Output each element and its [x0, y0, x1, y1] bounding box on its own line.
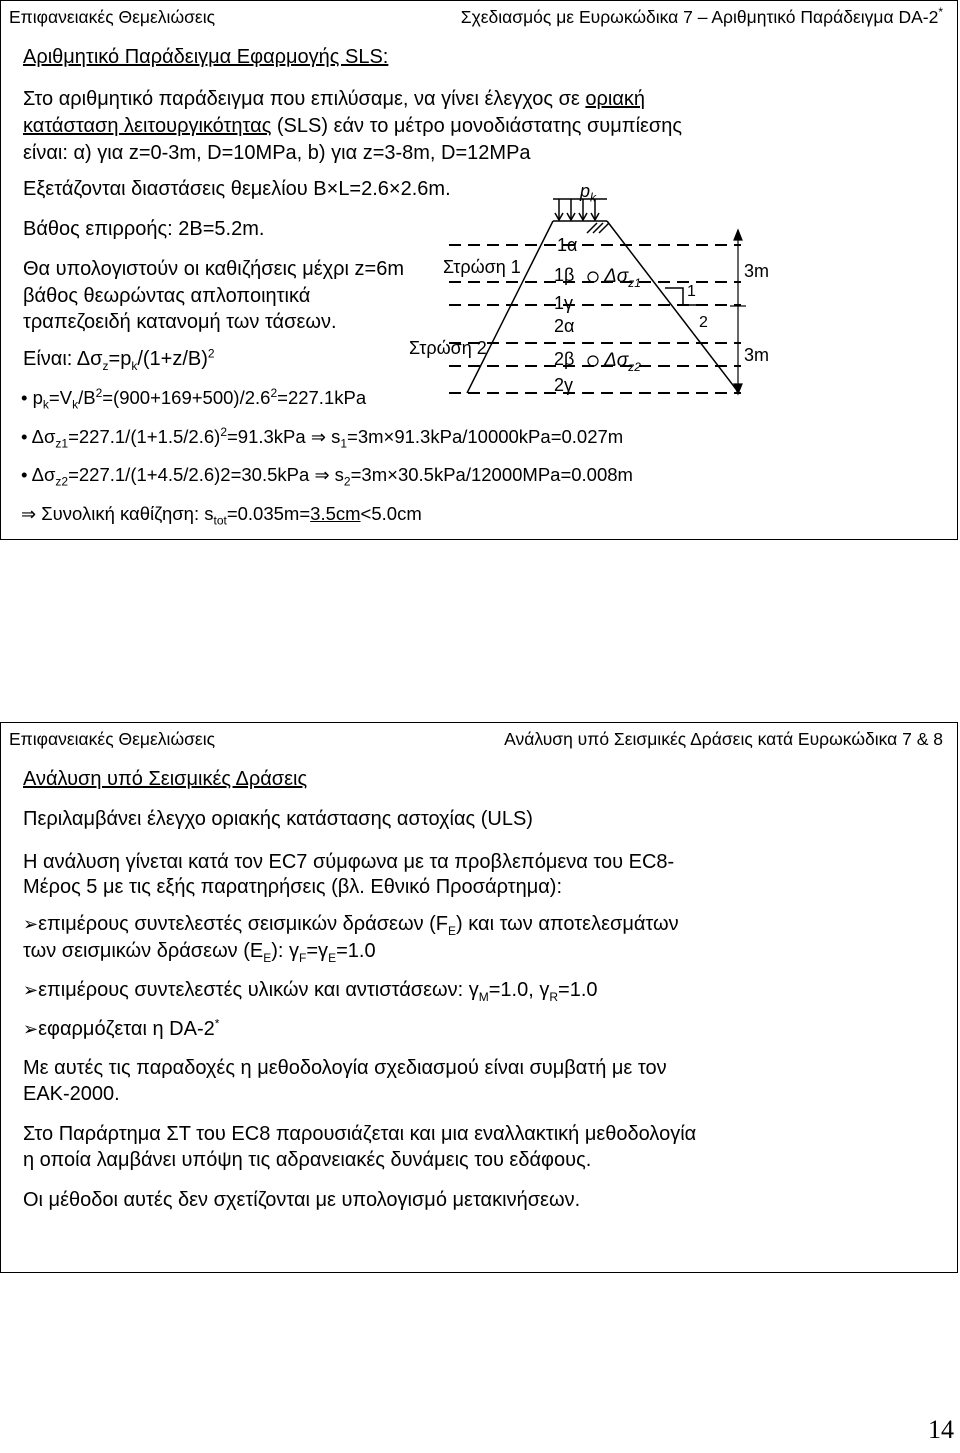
header-right: Σχεδιασμός με Ευρωκώδικα 7 – Αριθμητικό Παράδειγμα DA-2* [460, 5, 943, 27]
arrow-bullet-icon: ➢ [23, 914, 39, 935]
bullet-da2: ➢εφαρμόζεται η DA-2* [23, 1016, 220, 1040]
height-dimension-lines [730, 230, 746, 394]
slide-title: Ανάλυση υπό Σεισμικές Δράσεις [23, 768, 308, 790]
settle-line-2: βάθος θεωρώντας απλοποιητικά [23, 285, 311, 307]
delta-sigma-z2: $\Delta\sigma_{z2}$ [604, 350, 641, 374]
sublayer-2g: 2γ [554, 375, 574, 395]
slope-horizontal: 2 [699, 314, 708, 331]
total-settlement: ⇒ Συνολική καθίζηση: $s_{tot}=0.035m=3.5cm<5.0cm$ [21, 503, 422, 528]
settle-line-1: Θα υπολογιστούν οι καθιζήσεις μέχρι z=6m [23, 258, 404, 280]
header-left: Επιφανειακές Θεμελιώσεις [9, 7, 216, 27]
layer-2-label: Στρώση 2 [409, 338, 487, 358]
sublayer-1b: 1β [554, 265, 575, 285]
layer-1-label: Στρώση 1 [443, 257, 521, 277]
pk-label: $p_k$ [580, 181, 597, 205]
arrow-bullet-icon: ➢ [23, 1019, 39, 1040]
ec7-line-1: Η ανάλυση γίνεται κατά τον EC7 σύμφωνα με τα προβλεπόμενα του EC8- [23, 851, 675, 873]
annex-line-2: η οποία λαμβάνει υπόψη τις αδρανειακές δυνάμεις του εδάφους. [23, 1149, 592, 1171]
settle-line-3: τραπεζοειδή κατανομή των τάσεων. [23, 311, 337, 333]
header-left: Επιφανειακές Θεμελιώσεις [9, 729, 216, 749]
sublayer-1g: 1γ [554, 293, 574, 313]
height-layer-2: 3m [744, 345, 770, 365]
delta-sigma-z1: $\Delta\sigma_{z1}$ [604, 266, 641, 290]
ec7-line-2: Μέρος 5 με τις εξής παρατηρήσεις (βλ. Εθνικό Προσάρτημα): [23, 876, 563, 898]
intro-line-3: είναι: α) για z=0-3m, D=10MPa, b) για z=3-8m, D=12MPa [23, 142, 531, 164]
slope-vertical: 1 [687, 283, 696, 300]
sublayer-2a: 2α [554, 316, 575, 336]
slide-header [9, 729, 943, 750]
annex-line-1: Στο Παράρτημα ΣΤ του EC8 παρουσιάζεται και μια εναλλακτική μεθοδολογία [23, 1123, 697, 1145]
arrow-bullet-icon: ➢ [23, 980, 39, 1001]
bullet-seismic-factors-2: των σεισμικών δράσεων $(E_E)$: $\gamma_F=\gamma_E=1.0$ [23, 940, 376, 965]
dimensions-line: Εξετάζονται διαστάσεις θεμελίου B×L=2.6×2.6m. [23, 178, 451, 200]
result-layer-2: • $\Delta\sigma_{z2}=227.1/(1+4.5/2.6)2=30.5kPa$ ⇒ $s_2=3m\times 30.5kPa/12000MPa=0.008m$ [21, 464, 633, 489]
sublayer-1a: 1α [557, 235, 578, 255]
bullet-seismic-factors-1: ➢επιμέρους συντελεστές σεισμικών δράσεων $(F_E)$ και των αποτελεσμάτων [23, 913, 679, 938]
stress-markers [588, 272, 598, 366]
stress-formula: Είναι: $\Delta\sigma_z=p_k/(1+z/B)^2$ [23, 346, 215, 373]
intro-line-2: κατάσταση λειτουργικότητας (SLS) εάν το μέτρο μονοδιάστατης συμπίεσης [23, 115, 683, 137]
compat-line-2: ΕΑΚ-2000. [23, 1083, 120, 1105]
methods-line: Οι μέθοδοι αυτές δεν σχετίζονται με υπολογισμό μετακινήσεων. [23, 1189, 581, 1211]
slide-sls-example [0, 0, 958, 540]
footing-base [553, 221, 609, 233]
intro-line-1: Στο αριθμητικό παράδειγμα που επιλύσαμε, να γίνει έλεγχος σε οριακή [23, 88, 646, 110]
slide-seismic-analysis [0, 722, 958, 1273]
trapezoid-sides [467, 221, 739, 393]
slide-title: Αριθμητικό Παράδειγμα Εφαρμογής SLS: [23, 46, 389, 68]
sublayer-2b: 2β [554, 349, 575, 369]
result-layer-1: • $\Delta\sigma_{z1}=227.1/(1+1.5/2.6)^2=91.3kPa$ ⇒ $s_1=3m\times 91.3kPa/10000kPa=0.027m$ [21, 424, 624, 451]
compat-line-1: Με αυτές τις παραδοχές η μεθοδολογία σχεδιασμού είναι συμβατή με τον [23, 1057, 667, 1079]
pk-formula: • $p_k=V_k/B^2=(900+169+500)/2.6^2=227.1kPa$ [21, 385, 367, 412]
page-number: 14 [928, 1415, 954, 1444]
depth-line: Βάθος επιρροής: 2B=5.2m. [23, 218, 265, 240]
height-layer-1: 3m [744, 261, 770, 281]
header-right: Ανάλυση υπό Σεισμικές Δράσεις κατά Ευρωκώδικα 7 & 8 [504, 729, 943, 749]
bullet-material-factors: ➢επιμέρους συντελεστές υλικών και αντιστάσεων: $\gamma_M=1.0$, $\gamma_R=1.0$ [23, 979, 598, 1004]
uls-paragraph: Περιλαμβάνει έλεγχο οριακής κατάστασης αστοχίας (ULS) [23, 808, 533, 830]
